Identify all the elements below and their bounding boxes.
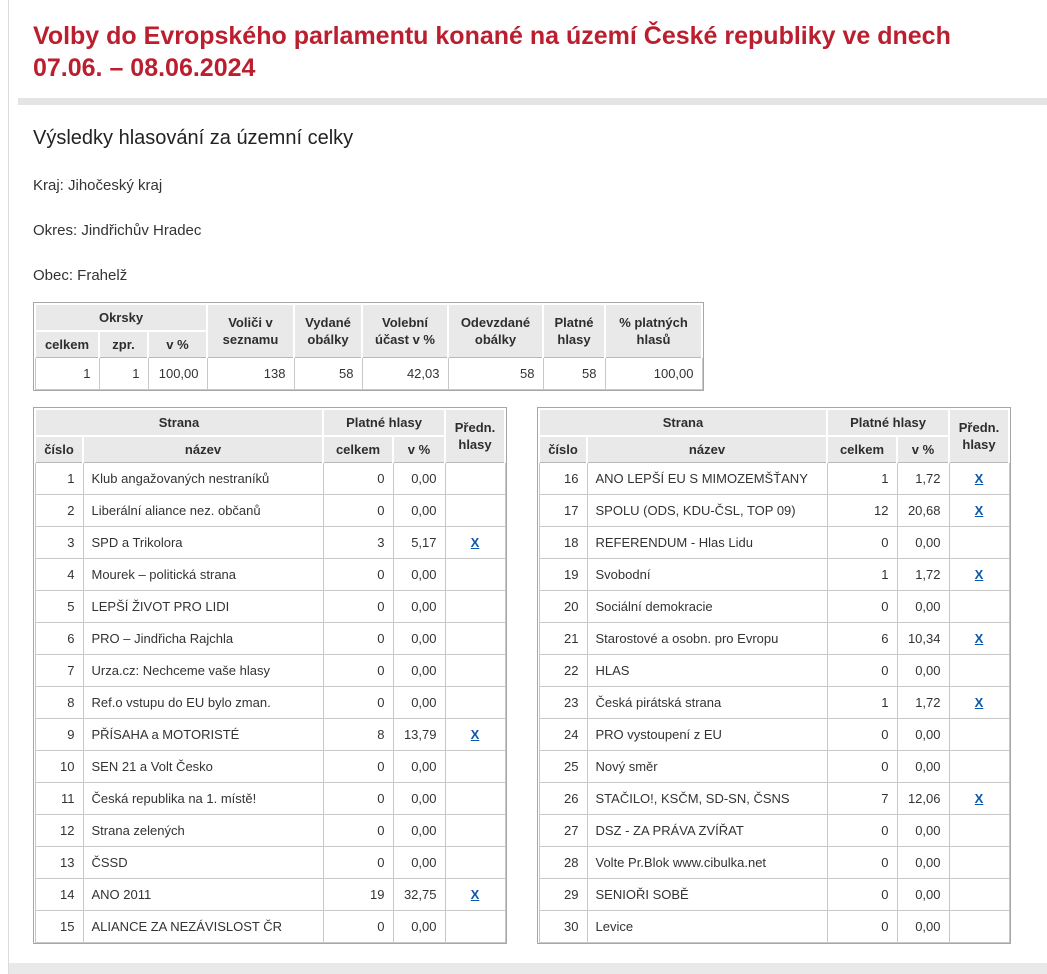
party-pref-cell	[949, 527, 1009, 559]
party-name: PRO – Jindřicha Rajchla	[83, 623, 323, 655]
party-votes-total: 0	[827, 527, 897, 559]
party-votes-pct: 0,00	[897, 527, 949, 559]
party-votes-pct: 0,00	[393, 847, 445, 879]
party-pref-cell	[949, 879, 1009, 911]
party-number: 16	[539, 463, 587, 495]
party-name: REFERENDUM - Hlas Lidu	[587, 527, 827, 559]
header-v-pct: v %	[897, 436, 949, 463]
party-row	[35, 591, 505, 623]
party-votes-pct: 0,00	[393, 495, 445, 527]
header-odevzdane-obalky: Odevzdané obálky	[448, 304, 543, 358]
party-row	[539, 591, 1009, 623]
party-number: 17	[539, 495, 587, 527]
party-votes-pct: 20,68	[897, 495, 949, 527]
party-votes-total: 0	[323, 687, 393, 719]
header-okrsky-zpr: zpr.	[99, 331, 148, 358]
header-vydane-obalky: Vydané obálky	[294, 304, 362, 358]
party-name: SENIOŘI SOBĚ	[587, 879, 827, 911]
party-votes-total: 0	[323, 847, 393, 879]
party-name: DSZ - ZA PRÁVA ZVÍŘAT	[587, 815, 827, 847]
party-votes-pct: 0,00	[393, 623, 445, 655]
party-results-table-right	[537, 407, 1011, 944]
party-votes-total: 0	[323, 783, 393, 815]
pref-votes-link[interactable]: X	[470, 887, 480, 902]
party-votes-pct: 13,79	[393, 719, 445, 751]
party-row	[539, 655, 1009, 687]
party-votes-total: 1	[827, 559, 897, 591]
okrsky-v-pct-value: 100,00	[148, 358, 207, 390]
party-row	[35, 719, 505, 751]
party-votes-total: 0	[323, 463, 393, 495]
party-row	[539, 527, 1009, 559]
header-platne-hlasy-group: Platné hlasy	[323, 409, 445, 436]
party-name: Ref.o vstupu do EU bylo zman.	[83, 687, 323, 719]
party-number: 22	[539, 655, 587, 687]
party-votes-total: 0	[827, 655, 897, 687]
pref-votes-link[interactable]: X	[470, 535, 480, 550]
page-left-edge-line	[8, 0, 9, 974]
header-strana: Strana	[35, 409, 323, 436]
party-row	[539, 559, 1009, 591]
party-votes-pct: 0,00	[393, 655, 445, 687]
odevzdane-obalky-value: 58	[448, 358, 543, 390]
vydane-obalky-value: 58	[294, 358, 362, 390]
header-strana: Strana	[539, 409, 827, 436]
party-pref-cell	[445, 911, 505, 943]
party-votes-total: 0	[827, 591, 897, 623]
party-number: 9	[35, 719, 83, 751]
party-number: 15	[35, 911, 83, 943]
party-pref-cell	[445, 847, 505, 879]
volebni-ucast-value: 42,03	[362, 358, 448, 390]
header-pct-platnych-hlasu: % platných hlasů	[605, 304, 702, 358]
party-name: Klub angažovaných nestraníků	[83, 463, 323, 495]
party-number: 12	[35, 815, 83, 847]
party-row	[539, 495, 1009, 527]
party-pref-cell	[949, 591, 1009, 623]
party-votes-total: 7	[827, 783, 897, 815]
turnout-summary-table	[33, 302, 704, 391]
party-number: 20	[539, 591, 587, 623]
party-row	[539, 719, 1009, 751]
party-number: 5	[35, 591, 83, 623]
header-okrsky-celkem: celkem	[35, 331, 99, 358]
pref-votes-link[interactable]: X	[974, 503, 984, 518]
party-pref-cell	[949, 751, 1009, 783]
okrsky-zpr-value: 1	[99, 358, 148, 390]
party-votes-pct: 5,17	[393, 527, 445, 559]
party-name: SPD a Trikolora	[83, 527, 323, 559]
party-name: Volte Pr.Blok www.cibulka.net	[587, 847, 827, 879]
party-number: 30	[539, 911, 587, 943]
party-number: 24	[539, 719, 587, 751]
party-name: HLAS	[587, 655, 827, 687]
header-cislo: číslo	[35, 436, 83, 463]
party-row	[35, 815, 505, 847]
party-row	[35, 847, 505, 879]
pref-votes-link[interactable]: X	[974, 471, 984, 486]
turnout-summary-row	[35, 358, 702, 390]
party-pref-cell	[445, 783, 505, 815]
party-pref-cell	[949, 847, 1009, 879]
party-votes-pct: 0,00	[897, 879, 949, 911]
party-votes-total: 0	[827, 847, 897, 879]
party-number: 29	[539, 879, 587, 911]
party-pref-cell	[445, 879, 505, 911]
header-volebni-ucast: Volební účast v %	[362, 304, 448, 358]
party-name: SPOLU (ODS, KDU-ČSL, TOP 09)	[587, 495, 827, 527]
party-number: 6	[35, 623, 83, 655]
party-row	[539, 751, 1009, 783]
party-number: 28	[539, 847, 587, 879]
party-number: 25	[539, 751, 587, 783]
party-row	[539, 815, 1009, 847]
party-votes-pct: 0,00	[897, 847, 949, 879]
party-votes-total: 0	[323, 911, 393, 943]
party-row	[35, 751, 505, 783]
party-name: ČSSD	[83, 847, 323, 879]
party-number: 2	[35, 495, 83, 527]
party-number: 4	[35, 559, 83, 591]
party-pref-cell	[949, 655, 1009, 687]
party-pref-cell	[445, 655, 505, 687]
header-okrsky: Okrsky	[35, 304, 207, 331]
party-name: ALIANCE ZA NEZÁVISLOST ČR	[83, 911, 323, 943]
party-votes-total: 12	[827, 495, 897, 527]
party-name: Česká pirátská strana	[587, 687, 827, 719]
party-votes-pct: 0,00	[897, 751, 949, 783]
party-votes-pct: 0,00	[393, 911, 445, 943]
header-celkem: celkem	[323, 436, 393, 463]
party-votes-pct: 0,00	[393, 559, 445, 591]
header-v-pct: v %	[393, 436, 445, 463]
party-number: 8	[35, 687, 83, 719]
party-pref-cell	[949, 463, 1009, 495]
party-votes-total: 6	[827, 623, 897, 655]
party-votes-total: 0	[827, 879, 897, 911]
party-pref-cell	[445, 591, 505, 623]
party-number: 23	[539, 687, 587, 719]
party-pref-cell	[949, 623, 1009, 655]
title-divider	[18, 98, 1047, 105]
header-predn-hlasy: Předn. hlasy	[445, 409, 505, 463]
header-celkem: celkem	[827, 436, 897, 463]
party-votes-pct: 32,75	[393, 879, 445, 911]
party-votes-total: 0	[323, 623, 393, 655]
party-pref-cell	[445, 687, 505, 719]
page-subtitle: Výsledky hlasování za územní celky	[33, 127, 354, 149]
party-name: PRO vystoupení z EU	[587, 719, 827, 751]
party-row	[539, 879, 1009, 911]
party-name: Česká republika na 1. místě!	[83, 783, 323, 815]
party-votes-total: 1	[827, 463, 897, 495]
platne-hlasy-value: 58	[543, 358, 605, 390]
party-name: Sociální demokracie	[587, 591, 827, 623]
party-row	[35, 623, 505, 655]
party-votes-total: 19	[323, 879, 393, 911]
party-name: Levice	[587, 911, 827, 943]
header-nazev: název	[83, 436, 323, 463]
party-pref-cell	[949, 815, 1009, 847]
party-votes-pct: 0,00	[897, 719, 949, 751]
party-votes-pct: 0,00	[393, 463, 445, 495]
party-votes-total: 0	[827, 815, 897, 847]
location-okres: Okres: Jindřichův Hradec	[33, 222, 202, 239]
party-pref-cell	[445, 623, 505, 655]
header-platne-hlasy-group: Platné hlasy	[827, 409, 949, 436]
pref-votes-link[interactable]: X	[470, 727, 480, 742]
party-pref-cell	[445, 815, 505, 847]
party-name: ANO 2011	[83, 879, 323, 911]
party-row	[539, 847, 1009, 879]
party-pref-cell	[949, 495, 1009, 527]
pct-platnych-hlasu-value: 100,00	[605, 358, 702, 390]
party-votes-pct: 10,34	[897, 623, 949, 655]
party-pref-cell	[445, 495, 505, 527]
party-votes-pct: 1,72	[897, 559, 949, 591]
party-votes-total: 0	[323, 591, 393, 623]
party-pref-cell	[949, 687, 1009, 719]
party-row	[539, 463, 1009, 495]
party-votes-total: 0	[827, 719, 897, 751]
party-votes-pct: 0,00	[897, 655, 949, 687]
volici-v-seznamu-value: 138	[207, 358, 294, 390]
party-name: Starostové a osobn. pro Evropu	[587, 623, 827, 655]
party-votes-pct: 0,00	[897, 815, 949, 847]
party-row	[35, 783, 505, 815]
party-votes-total: 1	[827, 687, 897, 719]
party-votes-total: 0	[323, 751, 393, 783]
party-name: Svobodní	[587, 559, 827, 591]
party-row	[35, 495, 505, 527]
party-pref-cell	[445, 527, 505, 559]
header-okrsky-v-pct: v %	[148, 331, 207, 358]
party-number: 14	[35, 879, 83, 911]
party-pref-cell	[949, 719, 1009, 751]
party-name: ANO LEPŠÍ EU S MIMOZEMŠŤANY	[587, 463, 827, 495]
party-pref-cell	[445, 559, 505, 591]
party-number: 7	[35, 655, 83, 687]
party-pref-cell	[445, 463, 505, 495]
party-votes-pct: 0,00	[393, 783, 445, 815]
party-results-table-left	[33, 407, 507, 944]
party-row	[35, 655, 505, 687]
party-votes-pct: 12,06	[897, 783, 949, 815]
header-predn-hlasy: Předn. hlasy	[949, 409, 1009, 463]
header-nazev: název	[587, 436, 827, 463]
party-row	[35, 687, 505, 719]
party-pref-cell	[949, 783, 1009, 815]
header-cislo: číslo	[539, 436, 587, 463]
party-name: LEPŠÍ ŽIVOT PRO LIDI	[83, 591, 323, 623]
party-number: 3	[35, 527, 83, 559]
party-votes-pct: 0,00	[897, 911, 949, 943]
party-votes-total: 0	[323, 495, 393, 527]
party-name: Nový směr	[587, 751, 827, 783]
okrsky-celkem-value: 1	[35, 358, 99, 390]
party-name: SEN 21 a Volt Česko	[83, 751, 323, 783]
party-votes-pct: 0,00	[393, 687, 445, 719]
party-votes-pct: 1,72	[897, 687, 949, 719]
party-votes-total: 8	[323, 719, 393, 751]
party-number: 10	[35, 751, 83, 783]
party-votes-pct: 0,00	[393, 591, 445, 623]
location-kraj: Kraj: Jihočeský kraj	[33, 177, 163, 194]
party-number: 26	[539, 783, 587, 815]
party-votes-total: 3	[323, 527, 393, 559]
pref-votes-link[interactable]: X	[974, 695, 984, 710]
party-row	[539, 911, 1009, 943]
party-number: 21	[539, 623, 587, 655]
party-row	[35, 559, 505, 591]
party-number: 18	[539, 527, 587, 559]
party-pref-cell	[445, 719, 505, 751]
party-number: 13	[35, 847, 83, 879]
party-row	[539, 783, 1009, 815]
party-row	[539, 623, 1009, 655]
party-votes-pct: 0,00	[393, 815, 445, 847]
party-row	[35, 911, 505, 943]
page-title: Volby do Evropského parlamentu konané na území České republiky ve dnech 07.06. – 08.06.2024	[33, 22, 951, 82]
pref-votes-link[interactable]: X	[974, 567, 984, 582]
location-obec: Obec: Frahelž	[33, 267, 128, 284]
party-row	[35, 879, 505, 911]
header-volici-v-seznamu: Voliči v seznamu	[207, 304, 294, 358]
party-pref-cell	[949, 559, 1009, 591]
party-tables-container	[33, 407, 1047, 944]
party-row	[35, 527, 505, 559]
party-number: 27	[539, 815, 587, 847]
party-votes-total: 0	[323, 815, 393, 847]
party-votes-pct: 0,00	[897, 591, 949, 623]
party-name: Urza.cz: Nechceme vaše hlasy	[83, 655, 323, 687]
pref-votes-link[interactable]: X	[974, 791, 984, 806]
page-bottom-bar	[9, 963, 1047, 974]
party-name: Mourek – politická strana	[83, 559, 323, 591]
party-votes-total: 0	[323, 559, 393, 591]
party-votes-total: 0	[323, 655, 393, 687]
party-number: 1	[35, 463, 83, 495]
party-name: STAČILO!, KSČM, SD-SN, ČSNS	[587, 783, 827, 815]
party-votes-pct: 0,00	[393, 751, 445, 783]
party-votes-total: 0	[827, 751, 897, 783]
party-row	[539, 687, 1009, 719]
party-name: PŘÍSAHA a MOTORISTÉ	[83, 719, 323, 751]
party-row	[35, 463, 505, 495]
party-votes-total: 0	[827, 911, 897, 943]
party-name: Strana zelených	[83, 815, 323, 847]
party-votes-pct: 1,72	[897, 463, 949, 495]
header-platne-hlasy: Platné hlasy	[543, 304, 605, 358]
party-pref-cell	[445, 751, 505, 783]
pref-votes-link[interactable]: X	[974, 631, 984, 646]
party-number: 11	[35, 783, 83, 815]
party-number: 19	[539, 559, 587, 591]
party-name: Liberální aliance nez. občanů	[83, 495, 323, 527]
party-pref-cell	[949, 911, 1009, 943]
